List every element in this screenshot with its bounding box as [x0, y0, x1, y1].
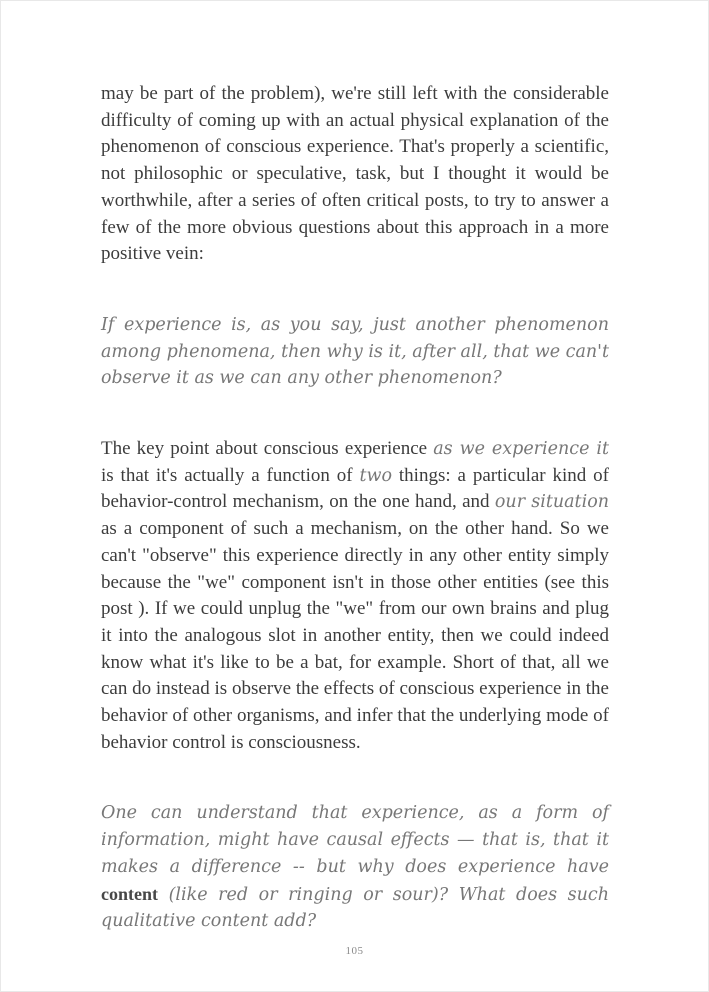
paragraph-body-1: [101, 81, 609, 268]
italic-text-run: as we experience it: [433, 439, 609, 460]
paragraph-body-2: [101, 436, 609, 756]
page-number: 105: [345, 945, 364, 957]
text-run: as a component of such a mechanism, on the other hand. So we can't "observe" this experience directly in any other entity simply because the "we" component isn't in those other entities (see this post ). If we could unplug the "we" from our own brains and plug it into the analogous slot in another entity, then we could indeed know what it's like to be a bat, for example. Short of that, all we can do instead is observe the effects of conscious experience in the behavior of other organisms, and infer that the underlying mode of behavior control is consciousness.: [101, 518, 609, 753]
text-run: things: a particular kind of behavior-control mechanism, on the one hand, and: [101, 464, 609, 513]
paragraph-question-2: [101, 800, 609, 935]
text-run: The key point about conscious experience: [101, 438, 434, 460]
page-content: [101, 81, 609, 935]
question-text-run: One can understand that experience, as a form of information, might have causal effects — that is, that it makes a difference -- but why does experience have: [101, 803, 609, 877]
paragraph-question-1: [101, 312, 609, 392]
italic-text-run: our situation: [494, 492, 609, 513]
page-footer: [1, 941, 708, 959]
italic-text-run: two: [359, 465, 393, 486]
text-run: may be part of the problem), we're still left with the considerable difficulty of coming up with an actual physical explanation of the phenomenon of conscious experience. That's properly a scientific, not philosophic or speculative, task, but I thought it would be worthwhile, after a series of often critical posts, to try to answer a few of the more obvious questions about this approach in a more positive vein:: [101, 83, 609, 265]
question-text-run: (like red or ringing or sour)? What does such qualitative content add?: [101, 884, 609, 932]
text-run: is that it's actually a function of: [101, 464, 360, 486]
emphasized-word: content: [101, 883, 158, 904]
question-text-run: If experience is, as you say, just another phenomenon among phenomena, then why is it, after all, that we can't observe it as we can any other phenomenon?: [101, 314, 609, 389]
